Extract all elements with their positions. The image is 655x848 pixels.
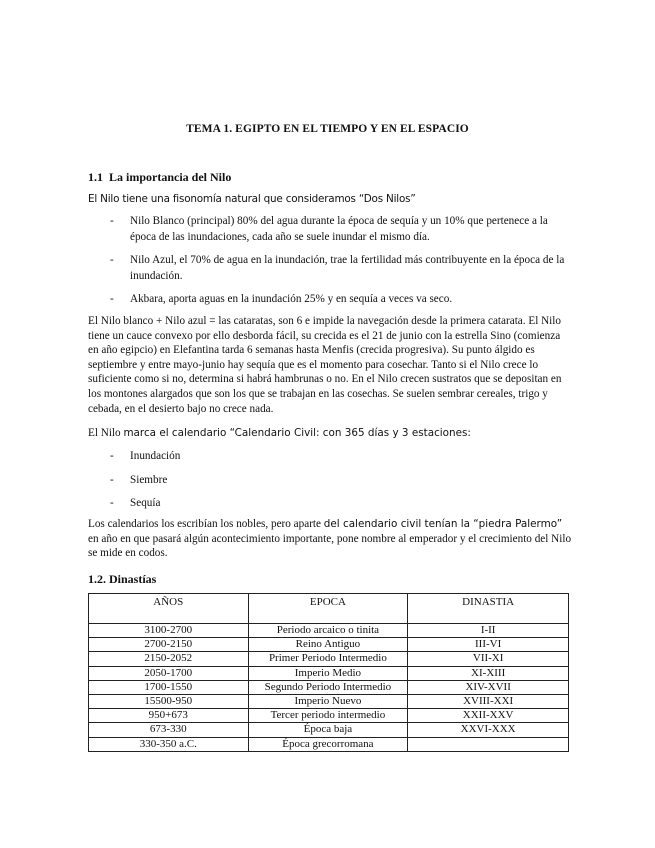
nile-paragraph: El Nilo blanco + Nilo azul = las cataratas, son 6 e impide la navegación desde la primera catarata. El Nilo tiene un cauce convexo por ello desborda fácil, su crecida es el 21 de junio con la estrella Sino (comienza en año egipcio) en Elefantina tarda 6 semanas hasta Menfis (crecida progresiva). Su punto álgido es septiembre y entre mayo-junio hay sequía que es el momento para cosechar. Tanto si el Nilo crece lo suficiente como si no, determina si habrá hambrunas o no. En el Nilo crecen sustratos que se depositan en los montones alargados que son los que se trabajan en las cosechas. Se suelen sembrar cereales, trigo y cebada, en el desierto bajo no crece nada. [88, 315, 562, 415]
list-item: - Siembre [110, 473, 168, 486]
table-row: 673-330 Época baja XXVI-XXX [89, 723, 569, 737]
list-item: - Inundación [110, 450, 181, 462]
dynasties-table [88, 593, 569, 752]
list-item: - Sequía [110, 497, 161, 509]
column-header-dynasty: DINASTIA [408, 594, 569, 624]
table-header-row [89, 594, 569, 624]
section-number: 1.1 [88, 170, 103, 184]
table-row: 3100-2700 Periodo arcaico o tinita I-II [89, 624, 569, 638]
list-item: - Nilo Azul, el 70% de agua en la inundación, trae la fertilidad más contribuyente en la época de la inundación. [110, 254, 565, 282]
section-heading-dinastias: 1.2. Dinastías [88, 572, 157, 586]
document-title: TEMA 1. EGIPTO EN EL TIEMPO Y EN EL ESPACIO [186, 123, 469, 135]
palermo-highlight: del calendario civil tenían la “piedra Palermo” [323, 518, 563, 530]
table-row: 950+673 Tercer periodo intermedio XXII-XXV [89, 709, 569, 723]
table-row: 2150-2052 Primer Periodo Intermedio VII-XI [89, 652, 569, 666]
list-item: - Nilo Blanco (principal) 80% del agua durante la época de sequía y un 10% que pertenece a la época de las inundaciones, cada año se suele inundar el mismo día. [110, 215, 548, 243]
table-row: 15500-950 Imperio Nuevo XVIII-XXI [89, 694, 569, 708]
section-subheading: El Nilo tiene una fisonomía natural que consideramos “Dos Nilos” [88, 193, 416, 205]
calendar-highlight: marca el calendario “Calendario Civil: con 365 días y 3 estaciones: [123, 427, 471, 439]
nile-bullet-list [110, 214, 570, 316]
calendar-intro: El Nilo marca el calendario “Calendario Civil: con 365 días y 3 estaciones: [88, 427, 471, 439]
table-row: 2700-2150 Reino Antiguo III-VI [89, 638, 569, 652]
seasons-list [110, 449, 570, 520]
calendar-paragraph: Los calendarios los escribían los nobles, pero aparte del calendario civil tenían la “piedra Palermo” en año en que pasará algún acontecimiento importante, pone nombre al emperador y el crecimiento del Nilo se mide en codos. [88, 518, 572, 560]
section-title: La importancia del Nilo [109, 170, 232, 184]
table-row: 330-350 a.C. Época grecorromana [89, 737, 569, 751]
table-row: 1700-1550 Segundo Periodo Intermedio XIV-XVII [89, 680, 569, 694]
column-header-epoch: EPOCA [248, 594, 408, 624]
section-heading-nilo [88, 170, 231, 185]
column-header-years: AÑOS [89, 594, 249, 624]
table-row: 2050-1700 Imperio Medio XI-XIII [89, 666, 569, 680]
list-item: - Akbara, aporta aguas en la inundación 25% y en sequía a veces va seco. [110, 293, 453, 305]
